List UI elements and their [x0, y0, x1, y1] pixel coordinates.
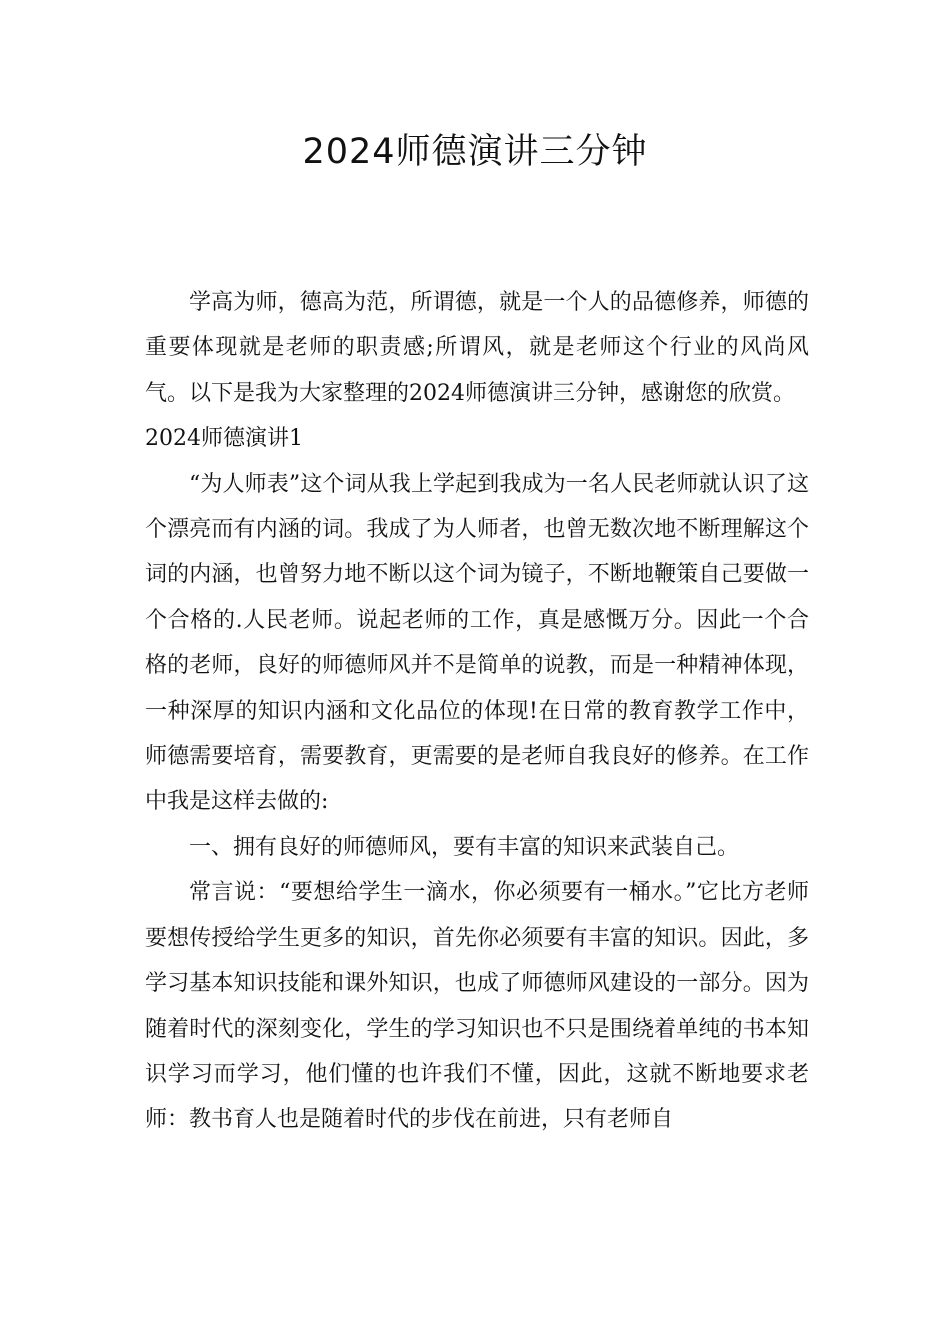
document-body [145, 280, 809, 1143]
intro-paragraph: 学高为师，德高为范，所谓德，就是一个人的品德修养，师德的重要体现就是老师的职责感;所谓风，就是老师这个行业的风尚风气。以下是我为大家整理的2024师德演讲三分钟，感谢您的欣赏。 [145, 290, 809, 406]
body-paragraph: 常言说：“要想给学生一滴水，你必须要有一桶水。”它比方老师要想传授给学生更多的知识，首先你必须要有丰富的知识。因此，多学习基本知识技能和课外知识，也成了师德师风建设的一部分。因为随着时代的深刻变化，学生的学习知识也不只是围绕着单纯的书本知识学习而学习，他们懂的也许我们不懂，因此，这就不断地要求老师：教书育人也是随着时代的步伐在前进，只有老师自 [145, 880, 809, 1133]
section-heading: 2024师德演讲1 [145, 426, 303, 452]
body-paragraph: “为人师表”这个词从我上学起到我成为一名人民老师就认识了这个漂亮而有内涵的词。我成了为人师者，也曾无数次地不断理解这个词的内涵，也曾努力地不断以这个词为镜子，不断地鞭策自己要做一个合格的.人民老师。说起老师的工作，真是感慨万分。因此一个合格的老师，良好的师德师风并不是简单的说教，而是一种精神体现，一种深厚的知识内涵和文化品位的体现!在日常的教育教学工作中，师德需要培育，需要教育，更需要的是老师自我良好的修养。在工作中我是这样去做的: [145, 471, 809, 815]
point-heading: 一、拥有良好的师德师风，要有丰富的知识来武装自己。 [189, 834, 740, 860]
document-title: 2024师德演讲三分钟 [302, 132, 648, 172]
